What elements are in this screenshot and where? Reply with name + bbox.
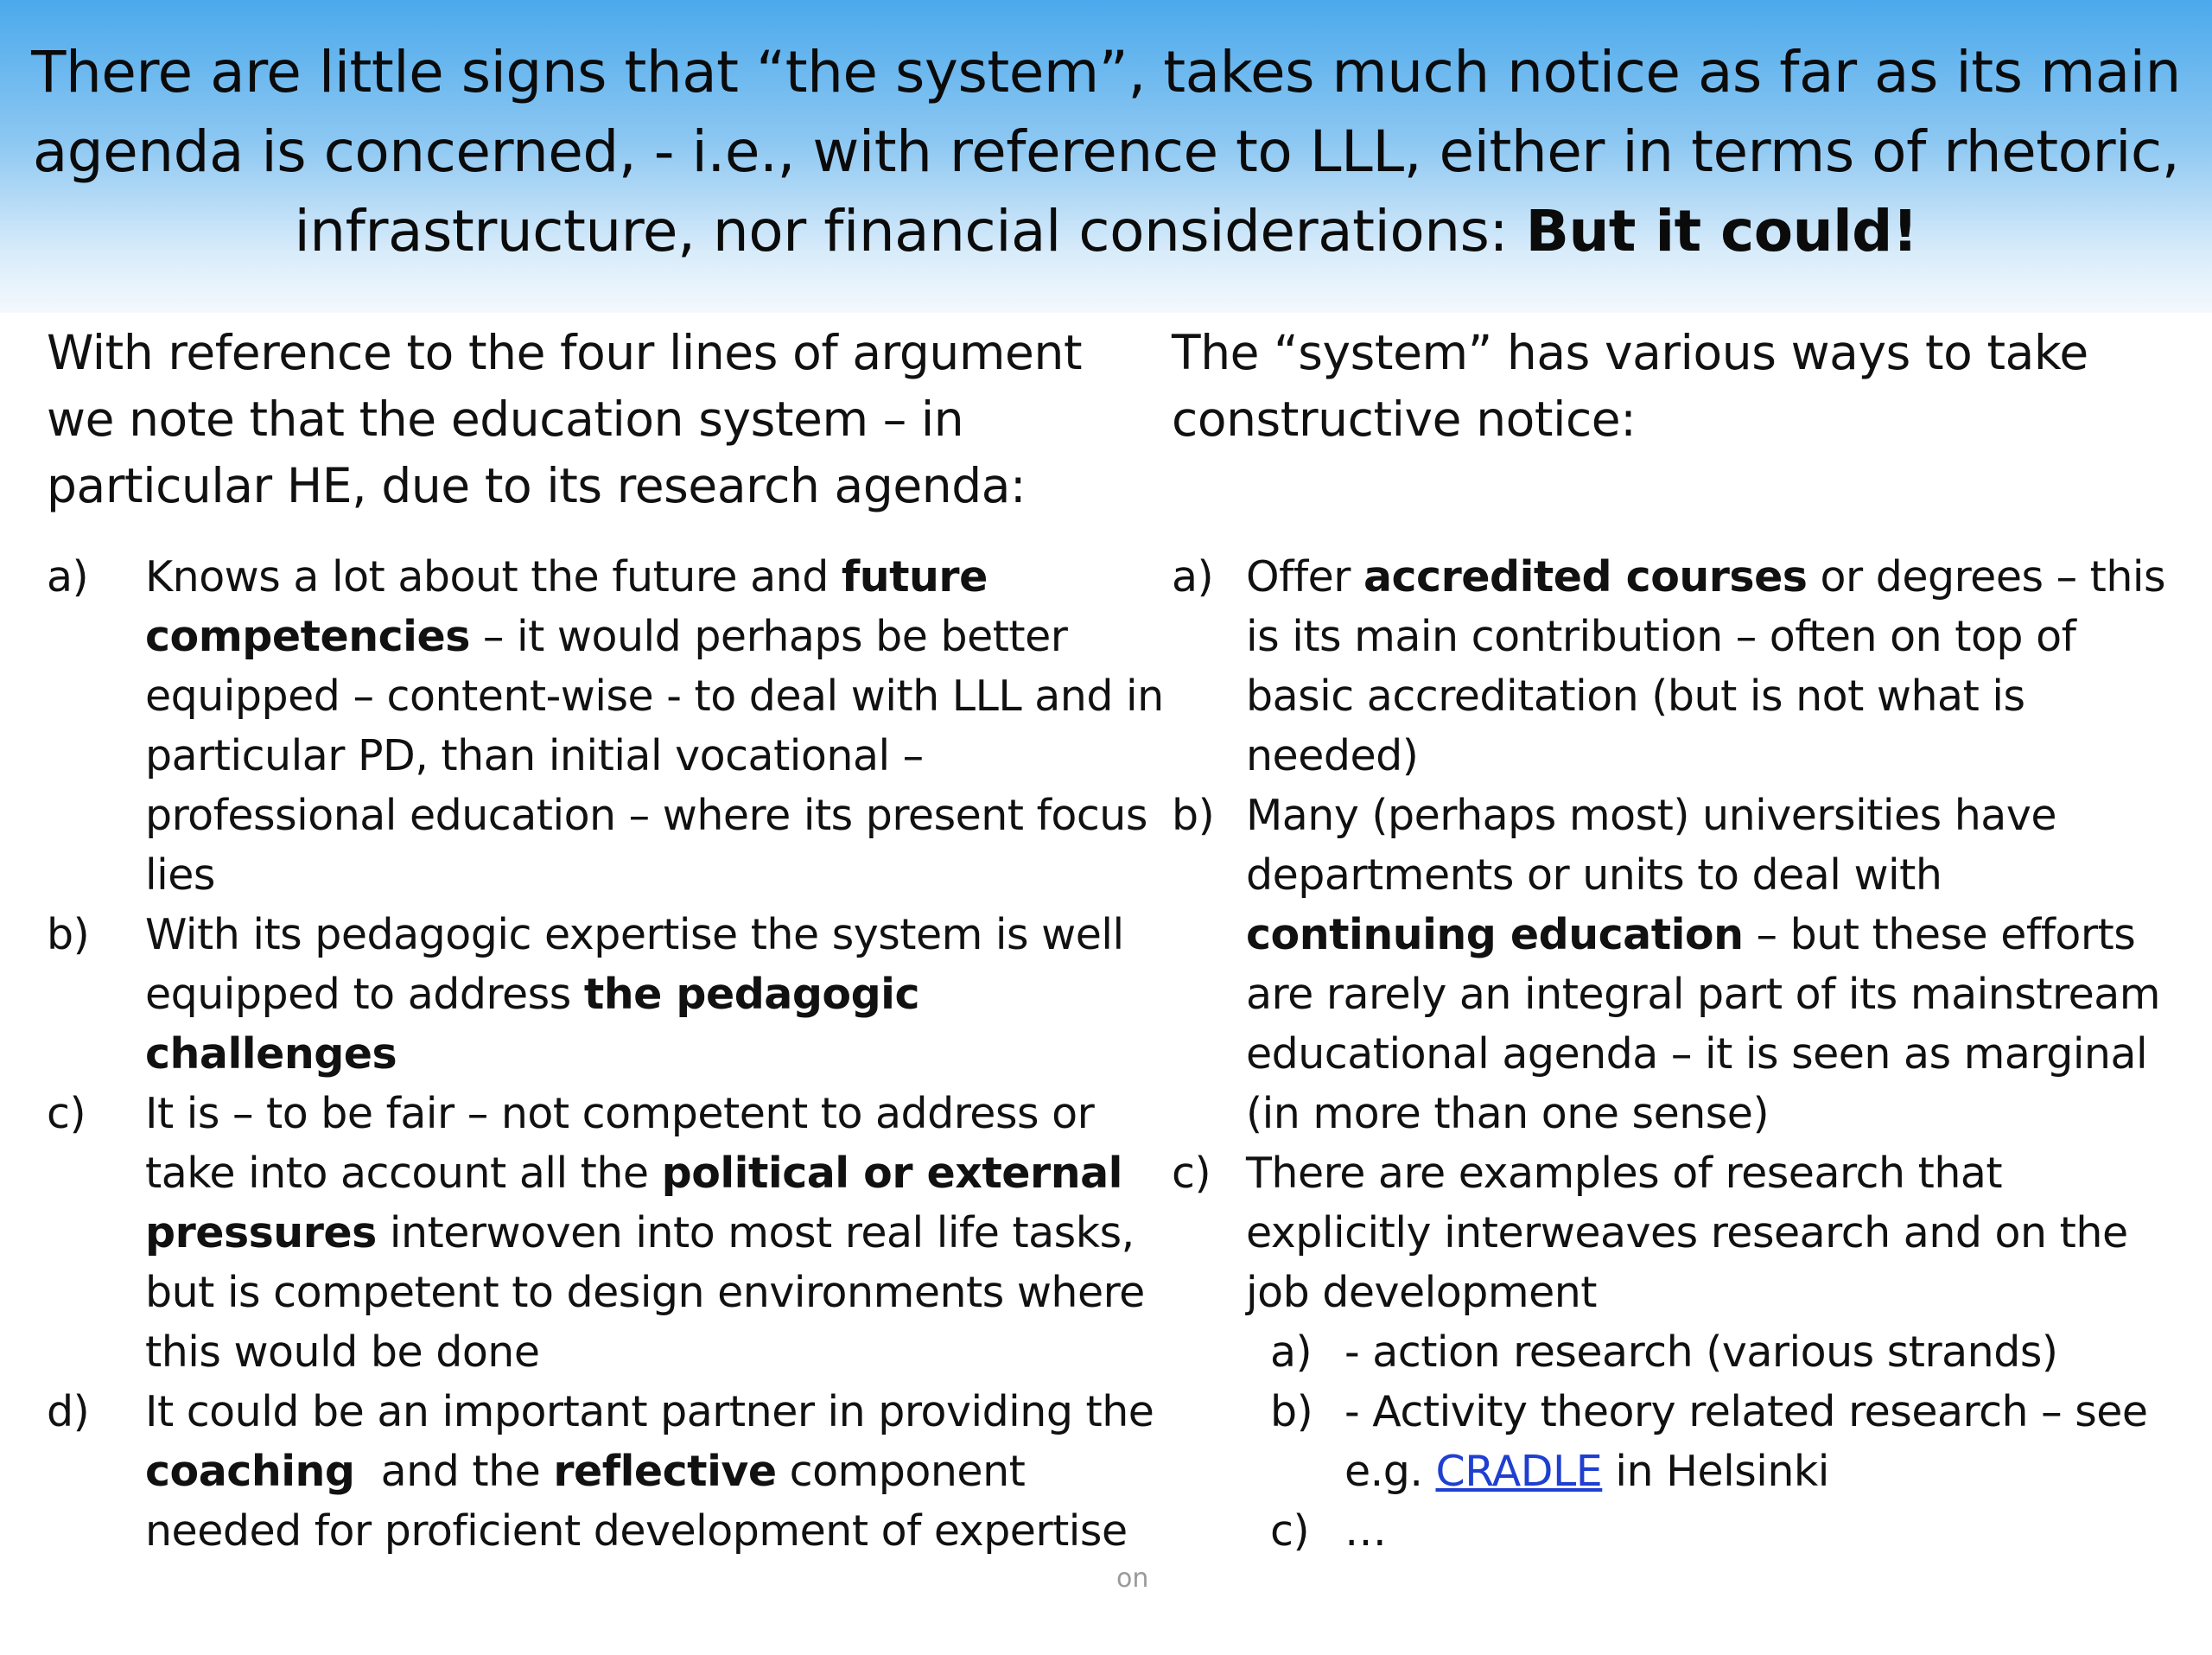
left-argument-list (47, 547, 1170, 1561)
list-item-text (1246, 547, 2183, 786)
bold-run: coaching (145, 1447, 355, 1496)
bold-run: the pedagogic challenges (145, 970, 920, 1079)
footer-fragment: on (1116, 1563, 1149, 1594)
sublist-item-text (1344, 1382, 2183, 1501)
list-item-text (1246, 786, 2183, 1143)
research-examples-sublist (1246, 1322, 2183, 1561)
list-item (47, 547, 1170, 905)
text-run: Knows a lot about the future and (145, 552, 842, 602)
list-marker: b) (47, 910, 90, 959)
sublist-item (1270, 1382, 2183, 1501)
list-item (47, 1382, 1170, 1561)
list-marker: b) (1172, 791, 1215, 840)
list-marker: a) (47, 552, 89, 602)
sublist-item (1270, 1501, 2183, 1561)
text-run: Many (perhaps most) universities have departments or units to deal with (1246, 791, 2056, 900)
list-item-text (145, 1382, 1170, 1561)
left-column-intro: With reference to the four lines of argument we note that the education system – in particular HE, due to its research agenda: (47, 325, 1083, 513)
text-run: – it would perhaps be better equipped – content-wise - to deal with LLL and in particular PD, than initial vocational – professional education – where its present focus lies (145, 612, 1164, 900)
slide-title-text: There are little signs that “the system”, takes much notice as far as its main agenda is concerned, - i.e., with reference to LLL, either in terms of rhetoric, infrastructure, nor financial considerations: (31, 39, 2181, 264)
list-item-text (1246, 1143, 2183, 1561)
bold-run: accredited courses (1363, 552, 1808, 602)
list-item (1172, 1143, 2183, 1561)
right-column-intro: The “system” has various ways to take constructive notice: (1172, 325, 2088, 447)
slide-title-emphasis: But it could! (1525, 198, 1918, 264)
list-item-text (145, 1084, 1170, 1382)
bold-run: future competencies (145, 552, 988, 661)
bold-run: continuing education (1246, 910, 1744, 959)
text-run: in Helsinki (1602, 1447, 1829, 1496)
list-marker: c) (47, 1089, 86, 1138)
text-run: It could be an important partner in providing the (145, 1387, 1154, 1436)
sublist-item-text: - action research (various strands) (1344, 1327, 2058, 1377)
list-item (47, 905, 1170, 1084)
text-run: component needed for proficient development of expertise (145, 1447, 1128, 1556)
list-item (47, 1084, 1170, 1382)
text-run: With its pedagogic expertise the system is well equipped to address (145, 910, 1124, 1019)
text-run: There are examples of research that explicitly interweaves research and on the job development (1246, 1149, 2128, 1317)
list-marker: c) (1172, 1149, 1211, 1198)
text-run: and the (354, 1447, 554, 1496)
list-item (1172, 786, 2183, 1143)
text-run: – but these efforts are rarely an integral part of its mainstream educational agenda – it is seen as marginal (in more than one sense) (1246, 910, 2160, 1138)
list-marker: c) (1270, 1506, 1310, 1556)
text-run: - Activity theory related research – see e.g. (1344, 1387, 2148, 1496)
text-run: interwoven into most real life tasks, but is competent to design environments where this would be done (145, 1208, 1145, 1377)
cradle-link[interactable]: CRADLE (1435, 1447, 1603, 1496)
bold-run: political or external pressures (145, 1149, 1122, 1257)
list-item-text (145, 547, 1170, 905)
list-marker: b) (1270, 1387, 1313, 1436)
list-marker: d) (47, 1387, 90, 1436)
sublist-item-text: … (1344, 1506, 1387, 1556)
list-item (1172, 547, 2183, 786)
slide-title (0, 33, 2212, 271)
text-run: or degrees – this is its main contribution – often on top of basic accreditation (but is not what is needed) (1246, 552, 2166, 780)
text-run: Offer (1246, 552, 1363, 602)
text-run: It is – to be fair – not competent to address or take into account all the (145, 1089, 1095, 1198)
sublist-item (1270, 1322, 2183, 1382)
list-marker: a) (1172, 552, 1214, 602)
title-banner (0, 0, 2212, 313)
bold-run: reflective (553, 1447, 777, 1496)
list-marker: a) (1270, 1327, 1313, 1377)
right-notice-list (1172, 547, 2183, 1561)
list-item-text (145, 905, 1170, 1084)
